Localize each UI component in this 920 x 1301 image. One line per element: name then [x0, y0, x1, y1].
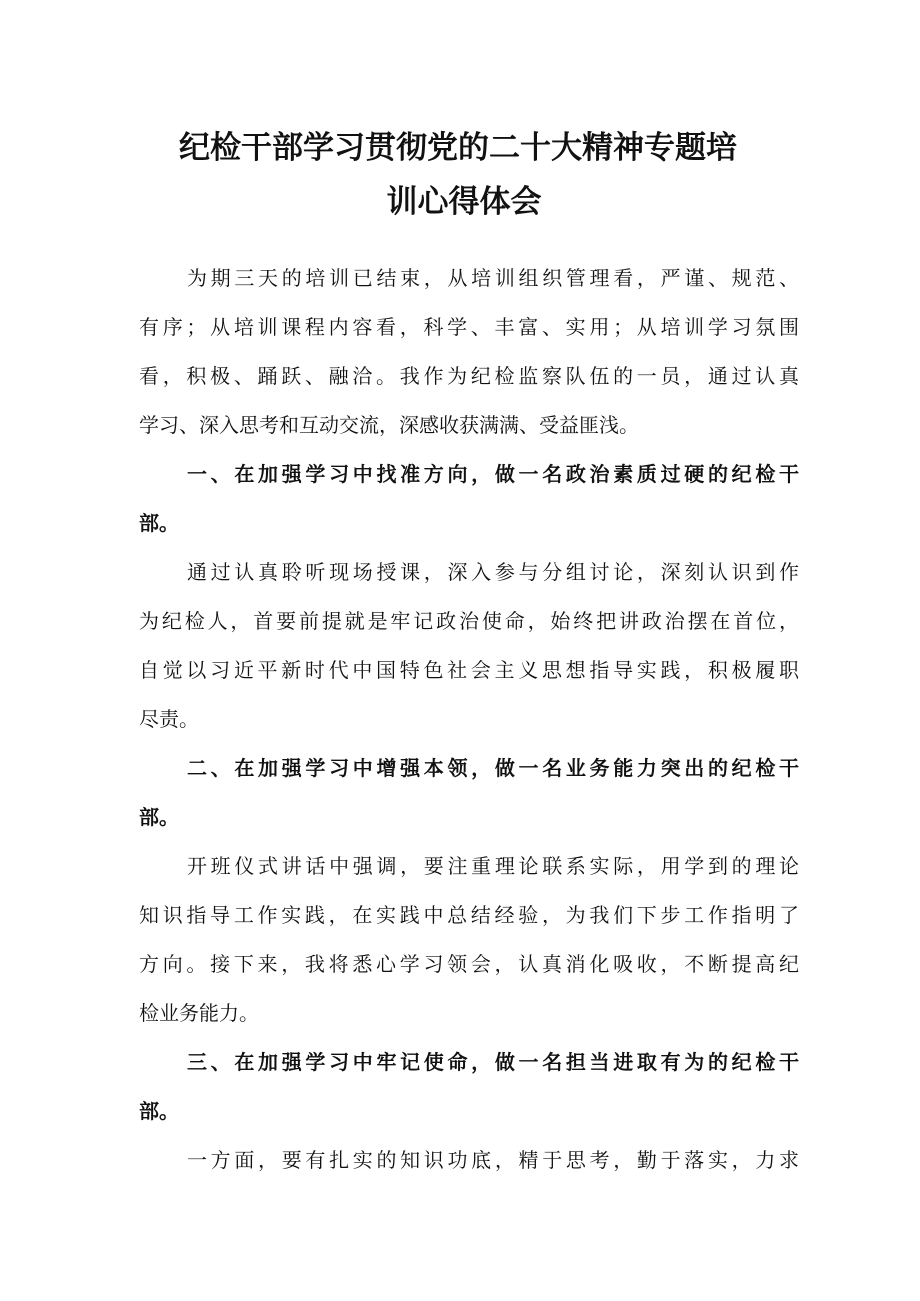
section-heading-1-line-1: 一、在加强学习中找准方向，做一名政治素质过硬的纪检干 — [187, 462, 799, 486]
document-title-line-1: 纪检干部学习贯彻党的二十大精神专题培 — [179, 130, 737, 166]
paragraph-4-line-1: 一方面，要有扎实的知识功底，精于思考，勤于落实，力求 — [187, 1148, 799, 1172]
paragraph-1-line-3: 看，积极、踊跃、融洽。我作为纪检监察队伍的一员，通过认真 — [139, 364, 799, 388]
paragraph-2-line-1: 通过认真聆听现场授课，深入参与分组讨论，深刻认识到作 — [187, 560, 799, 584]
document-title-line-2: 训心得体会 — [386, 184, 542, 220]
section-heading-1-line-2: 部。 — [139, 511, 179, 535]
section-heading-3-line-1: 三、在加强学习中牢记使命，做一名担当进取有为的纪检干 — [187, 1050, 799, 1074]
paragraph-3-line-1: 开班仪式讲话中强调，要注重理论联系实际，用学到的理论 — [187, 854, 799, 878]
paragraph-1-line-2: 有序；从培训课程内容看，科学、丰富、实用；从培训学习氛围 — [139, 315, 799, 339]
paragraph-1-line-1: 为期三天的培训已结束，从培训组织管理看，严谨、规范、 — [187, 266, 799, 290]
paragraph-1-line-4: 学习、深入思考和互动交流，深感收获满满、受益匪浅。 — [139, 413, 639, 437]
paragraph-3-line-4: 检业务能力。 — [139, 1001, 259, 1025]
section-heading-2-line-1: 二、在加强学习中增强本领，做一名业务能力突出的纪检干 — [187, 756, 799, 780]
section-heading-3-line-2: 部。 — [139, 1099, 179, 1123]
paragraph-2-line-4: 尽责。 — [139, 707, 199, 731]
paragraph-3-line-3: 方向。接下来，我将悉心学习领会，认真消化吸收，不断提高纪 — [139, 952, 799, 976]
paragraph-2-line-2: 为纪检人，首要前提就是牢记政治使命，始终把讲政治摆在首位， — [139, 609, 799, 633]
paragraph-2-line-3: 自觉以习近平新时代中国特色社会主义思想指导实践，积极履职 — [139, 658, 799, 682]
paragraph-3-line-2: 知识指导工作实践，在实践中总结经验，为我们下步工作指明了 — [139, 903, 799, 927]
section-heading-2-line-2: 部。 — [139, 805, 179, 829]
